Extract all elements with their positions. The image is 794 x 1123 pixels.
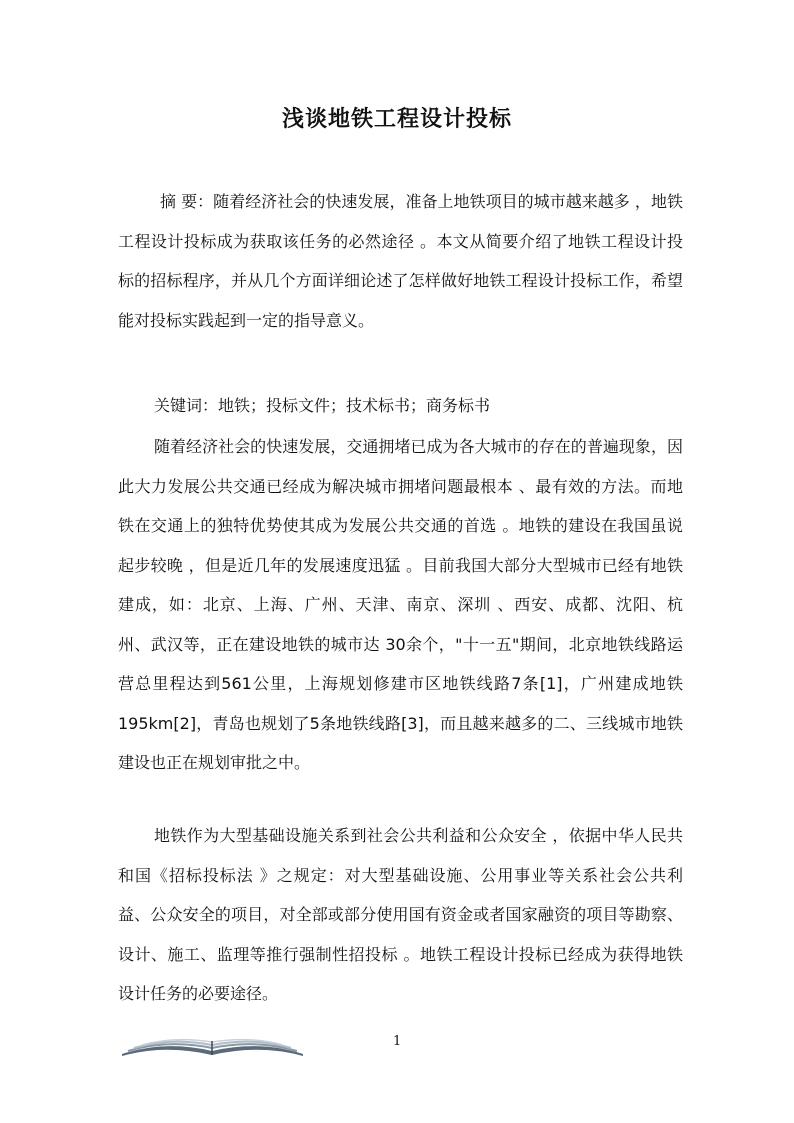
- page-number: 1: [393, 1034, 402, 1049]
- abstract-paragraph: 摘 要：随着经济社会的快速发展，准备上地铁项目的城市越来越多 ，地铁工程设计投标成为获取该任务的必然途径 。本文从简要介绍了地铁工程设计投标的招标程序，并从几个方面详细论述了怎样做好地铁工程设计投标工作，希望能对投标实践起到一定的指导意义。: [118, 192, 683, 330]
- open-book-icon: [120, 1036, 305, 1058]
- keywords-line: 关键词：地铁；投标文件；技术标书；商务标书: [154, 396, 491, 415]
- body-paragraph-1: 随着经济社会的快速发展，交通拥堵已成为各大城市的存在的普遍现象，因此大力发展公共交通已经成为解决城市拥堵问题最根本 、最有效的方法。而地铁在交通上的独特优势使其成为发展公共交通的首选 。地铁的建设在我国虽说起步较晚 ，但是近几年的发展速度迅猛 。目前我国大部分大型城市已经有地铁建成，如：北京、上海、广州、天津、南京、深圳 、西安、成都、沈阳、杭州、武汉等，正在建设地铁的城市达 30余个，"十一五"期间，北京地铁线路运营总里程达到561公里，上海规划修建市区地铁线路7条[1]，广州建成地铁195km[2]，青岛也规划了5条地铁线路[3]，而且越来越多的二、三线城市地铁建设也正在规划审批之中。: [118, 437, 683, 772]
- document-title: 浅谈地铁工程设计投标: [281, 107, 512, 132]
- body-paragraph-2: 地铁作为大型基础设施关系到社会公共利益和公众安全 ，依据中华人民共和国《招标投标法 》之规定：对大型基础设施、公用事业等关系社会公共利益、公众安全的项目，对全部或部分使用国有资金或者国家融资的项目等勘察、设计、施工、监理等推行强制性招投标 。地铁工程设计投标已经成为获得地铁设计任务的必要途径。: [118, 826, 683, 1003]
